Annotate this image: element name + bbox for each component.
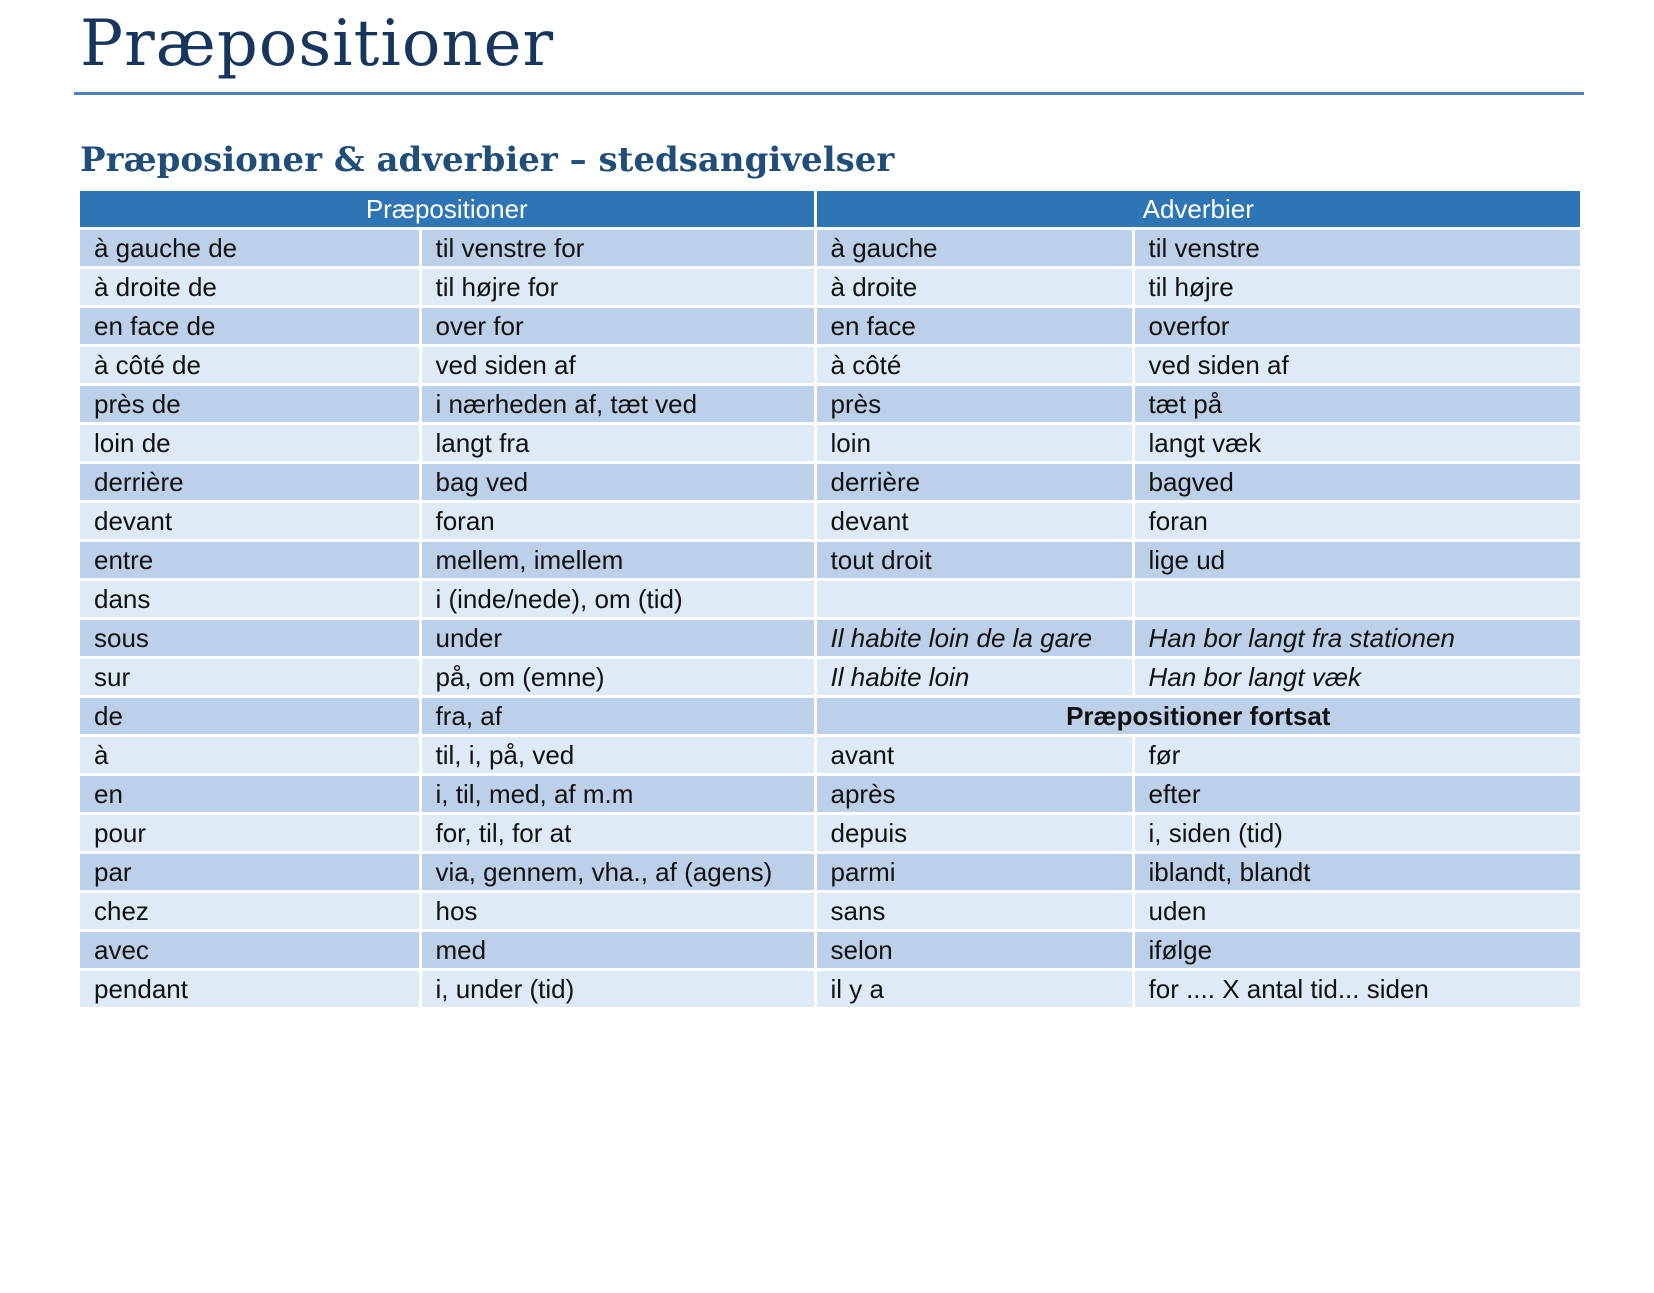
adverb-french-cell: [815, 580, 1133, 619]
table-row: [80, 853, 1580, 892]
section-heading: Præposioner & adverbier – stedsangivelser: [80, 140, 895, 180]
preposition-french-cell: à: [80, 736, 420, 775]
preposition-danish-cell: mellem, imellem: [420, 541, 815, 580]
preposition-danish-cell: via, gennem, vha., af (agens): [420, 853, 815, 892]
title-divider: [74, 92, 1584, 95]
preposition-french-cell: avec: [80, 931, 420, 970]
header-prepositions: Præpositioner: [80, 191, 815, 229]
preposition-french-cell: sur: [80, 658, 420, 697]
adverb-french-cell: devant: [815, 502, 1133, 541]
table-header-row: [80, 191, 1580, 229]
preposition-danish-cell: bag ved: [420, 463, 815, 502]
adverb-french-cell: Il habite loin de la gare: [815, 619, 1133, 658]
adverb-french-cell: il y a: [815, 970, 1133, 1009]
preposition-french-cell: en face de: [80, 307, 420, 346]
adverb-danish-cell: til venstre: [1133, 229, 1580, 268]
table-row: [80, 736, 1580, 775]
adverb-danish-cell: iblandt, blandt: [1133, 853, 1580, 892]
adverb-french-cell: sans: [815, 892, 1133, 931]
table-row: [80, 229, 1580, 268]
table-row: [80, 385, 1580, 424]
adverb-french-cell: en face: [815, 307, 1133, 346]
preposition-danish-cell: for, til, for at: [420, 814, 815, 853]
adverb-danish-cell: uden: [1133, 892, 1580, 931]
table-row: [80, 931, 1580, 970]
adverb-danish-cell: ved siden af: [1133, 346, 1580, 385]
preposition-french-cell: à gauche de: [80, 229, 420, 268]
adverb-danish-cell: [1133, 580, 1580, 619]
table-row: [80, 619, 1580, 658]
preposition-french-cell: pendant: [80, 970, 420, 1009]
adverb-french-cell: derrière: [815, 463, 1133, 502]
adverb-french-cell: loin: [815, 424, 1133, 463]
adverb-french-cell: Il habite loin: [815, 658, 1133, 697]
adverb-danish-cell: overfor: [1133, 307, 1580, 346]
table-row: [80, 541, 1580, 580]
table-row: [80, 424, 1580, 463]
table-row: [80, 970, 1580, 1009]
adverb-danish-cell: tæt på: [1133, 385, 1580, 424]
preposition-danish-cell: i nærheden af, tæt ved: [420, 385, 815, 424]
preposition-danish-cell: fra, af: [420, 697, 815, 736]
preposition-danish-cell: over for: [420, 307, 815, 346]
table-row: [80, 658, 1580, 697]
preposition-french-cell: loin de: [80, 424, 420, 463]
preposition-danish-cell: til, i, på, ved: [420, 736, 815, 775]
table-row: [80, 307, 1580, 346]
adverb-danish-cell: ifølge: [1133, 931, 1580, 970]
preposition-french-cell: par: [80, 853, 420, 892]
adverb-danish-cell: lige ud: [1133, 541, 1580, 580]
adverb-danish-cell: langt væk: [1133, 424, 1580, 463]
page-title: Præpositioner: [80, 7, 555, 81]
preposition-french-cell: sous: [80, 619, 420, 658]
preposition-danish-cell: ved siden af: [420, 346, 815, 385]
preposition-danish-cell: på, om (emne): [420, 658, 815, 697]
preposition-danish-cell: i, under (tid): [420, 970, 815, 1009]
adverb-french-cell: tout droit: [815, 541, 1133, 580]
table-row: [80, 697, 1580, 736]
preposition-french-cell: dans: [80, 580, 420, 619]
table-row: [80, 268, 1580, 307]
table-row: [80, 346, 1580, 385]
preposition-danish-cell: langt fra: [420, 424, 815, 463]
table-row: [80, 775, 1580, 814]
table-row: [80, 463, 1580, 502]
preposition-french-cell: entre: [80, 541, 420, 580]
adverb-danish-cell: før: [1133, 736, 1580, 775]
preposition-danish-cell: hos: [420, 892, 815, 931]
preposition-danish-cell: i (inde/nede), om (tid): [420, 580, 815, 619]
preposition-french-cell: chez: [80, 892, 420, 931]
adverb-danish-cell: i, siden (tid): [1133, 814, 1580, 853]
adverb-danish-cell: bagved: [1133, 463, 1580, 502]
adverb-french-cell: selon: [815, 931, 1133, 970]
adverb-danish-cell: efter: [1133, 775, 1580, 814]
adverb-french-cell: à gauche: [815, 229, 1133, 268]
adverb-french-cell: depuis: [815, 814, 1133, 853]
preposition-french-cell: de: [80, 697, 420, 736]
adverb-danish-cell: Han bor langt væk: [1133, 658, 1580, 697]
table-row: [80, 580, 1580, 619]
preposition-french-cell: à côté de: [80, 346, 420, 385]
table-row: [80, 892, 1580, 931]
preposition-danish-cell: med: [420, 931, 815, 970]
preposition-danish-cell: foran: [420, 502, 815, 541]
header-adverbs: Adverbier: [815, 191, 1580, 229]
adverb-french-cell: avant: [815, 736, 1133, 775]
preposition-french-cell: pour: [80, 814, 420, 853]
adverb-french-cell: à droite: [815, 268, 1133, 307]
adverb-danish-cell: foran: [1133, 502, 1580, 541]
adverb-danish-cell: for .... X antal tid... siden: [1133, 970, 1580, 1009]
preposition-french-cell: près de: [80, 385, 420, 424]
table-row: [80, 814, 1580, 853]
preposition-danish-cell: i, til, med, af m.m: [420, 775, 815, 814]
adverb-danish-cell: til højre: [1133, 268, 1580, 307]
adverb-french-cell: parmi: [815, 853, 1133, 892]
preposition-french-cell: en: [80, 775, 420, 814]
vocabulary-table: [80, 191, 1580, 1010]
preposition-french-cell: à droite de: [80, 268, 420, 307]
adverb-french-cell: après: [815, 775, 1133, 814]
table-body: [80, 229, 1580, 1009]
preposition-danish-cell: til venstre for: [420, 229, 815, 268]
preposition-french-cell: devant: [80, 502, 420, 541]
table-row: [80, 502, 1580, 541]
preposition-danish-cell: til højre for: [420, 268, 815, 307]
adverb-danish-cell: Han bor langt fra stationen: [1133, 619, 1580, 658]
preposition-french-cell: derrière: [80, 463, 420, 502]
prepositions-continued-subheader: Præpositioner fortsat: [815, 697, 1580, 736]
preposition-danish-cell: under: [420, 619, 815, 658]
adverb-french-cell: à côté: [815, 346, 1133, 385]
adverb-french-cell: près: [815, 385, 1133, 424]
